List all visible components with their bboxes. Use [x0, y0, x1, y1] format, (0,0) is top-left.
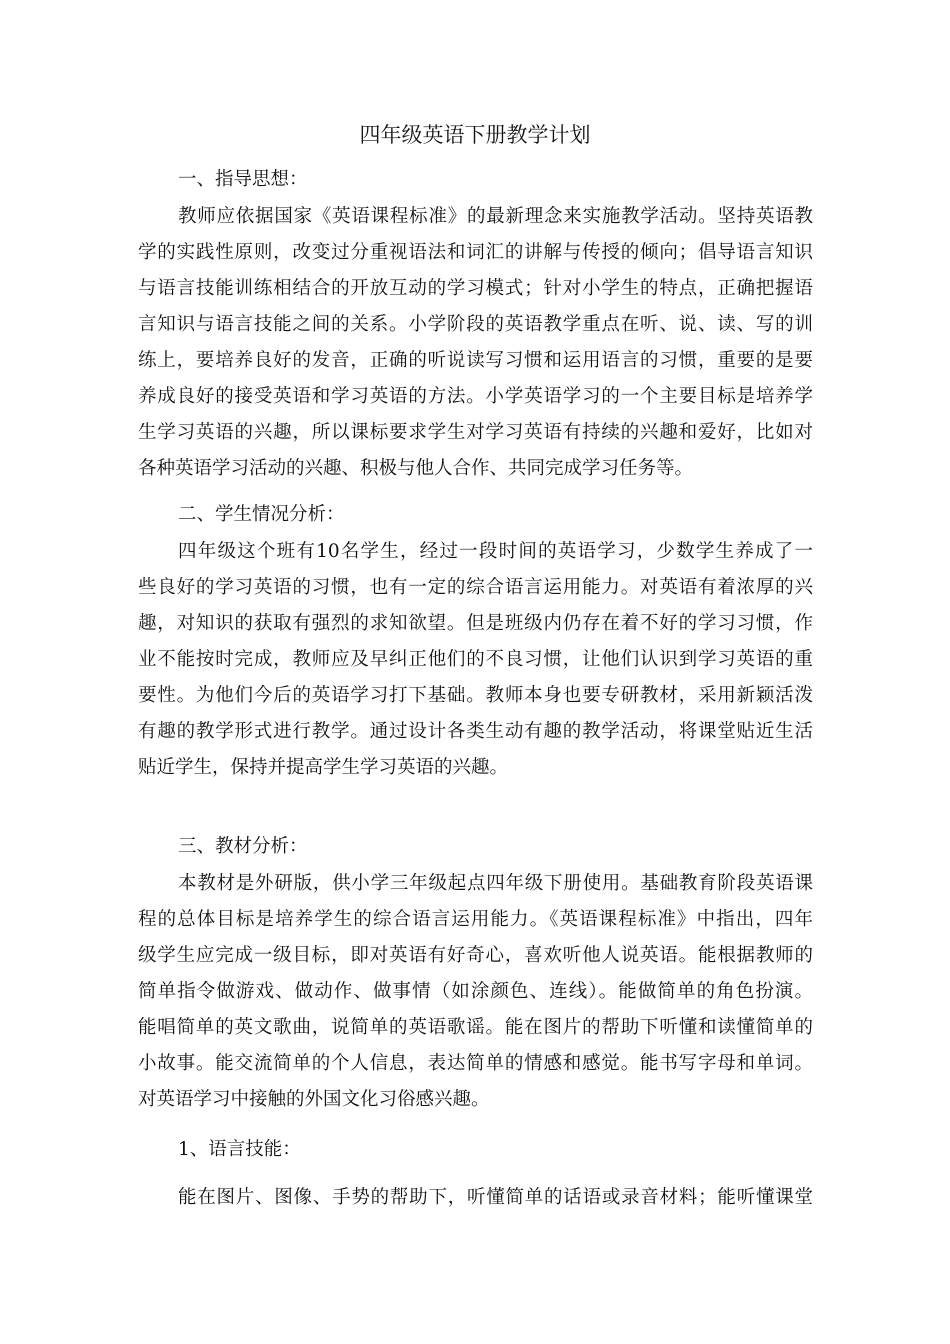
paragraph-line: 程的总体目标是培养学生的综合语言运用能力。《英语课程标准》中指出，四年 [138, 909, 813, 930]
paragraph-line: 各种英语学习活动的兴趣、积极与他人合作、共同完成学习任务等。 [138, 458, 694, 479]
paragraph-line: 与语言技能训练相结合的开放互动的学习模式；针对小学生的特点，正确把握语 [138, 278, 813, 299]
paragraph-line: 简单指令做游戏、做动作、做事情（如涂颜色、连线）。能做简单的角色扮演。 [138, 981, 813, 1002]
paragraph-line: 养成良好的接受英语和学习英语的方法。小学英语学习的一个主要目标是培养学 [138, 386, 813, 407]
paragraph-line: 业不能按时完成，教师应及早纠正他们的不良习惯，让他们认识到学习英语的重 [138, 649, 813, 670]
section-heading: 一、指导思想： [178, 169, 308, 190]
section-heading: 二、学生情况分析： [178, 504, 345, 525]
paragraph-line: 能在图片、图像、手势的帮助下，听懂简单的话语或录音材料；能听懂课堂 [178, 1187, 813, 1208]
document-title: 四年级英语下册教学计划 [359, 123, 591, 147]
paragraph-line: 生学习英语的兴趣，所以课标要求学生对学习英语有持续的兴趣和爱好，比如对 [138, 422, 813, 443]
paragraph-line: 学的实践性原则，改变过分重视语法和词汇的讲解与传授的倾向；倡导语言知识 [138, 242, 813, 263]
paragraph-line: 级学生应完成一级目标，即对英语有好奇心，喜欢听他人说英语。能根据教师的 [138, 945, 813, 966]
paragraph-line: 教师应依据国家《英语课程标准》的最新理念来实施教学活动。坚持英语教 [178, 206, 813, 227]
paragraph-line: 要性。为他们今后的英语学习打下基础。教师本身也要专研教材，采用新颖活泼 [138, 685, 813, 706]
paragraph-line: 对英语学习中接触的外国文化习俗感兴趣。 [138, 1089, 490, 1110]
paragraph-line: 些良好的学习英语的习惯，也有一定的综合语言运用能力。对英语有着浓厚的兴 [138, 577, 813, 598]
paragraph-line: 贴近学生，保持并提高学生学习英语的兴趣。 [138, 757, 509, 778]
paragraph-line: 小故事。能交流简单的个人信息，表达简单的情感和感觉。能书写字母和单词。 [138, 1053, 813, 1074]
paragraph-line: 四年级这个班有10名学生，经过一段时间的英语学习，少数学生养成了一 [178, 541, 813, 562]
paragraph-line: 趣，对知识的获取有强烈的求知欲望。但是班级内仍存在着不好的学习习惯，作 [138, 613, 813, 634]
paragraph-line: 练上，要培养良好的发音，正确的听说读写习惯和运用语言的习惯，重要的是要 [138, 350, 813, 371]
paragraph-line: 本教材是外研版，供小学三年级起点四年级下册使用。基础教育阶段英语课 [178, 873, 813, 894]
paragraph-line: 有趣的教学形式进行教学。通过设计各类生动有趣的教学活动，将课堂贴近生活 [138, 721, 813, 742]
section-heading: 三、教材分析： [178, 836, 308, 857]
subsection-heading: 1、语言技能： [178, 1139, 301, 1160]
paragraph-line: 言知识与语言技能之间的关系。小学阶段的英语教学重点在听、说、读、写的训 [138, 314, 813, 335]
paragraph-line: 能唱简单的英文歌曲，说简单的英语歌谣。能在图片的帮助下听懂和读懂简单的 [138, 1017, 813, 1038]
